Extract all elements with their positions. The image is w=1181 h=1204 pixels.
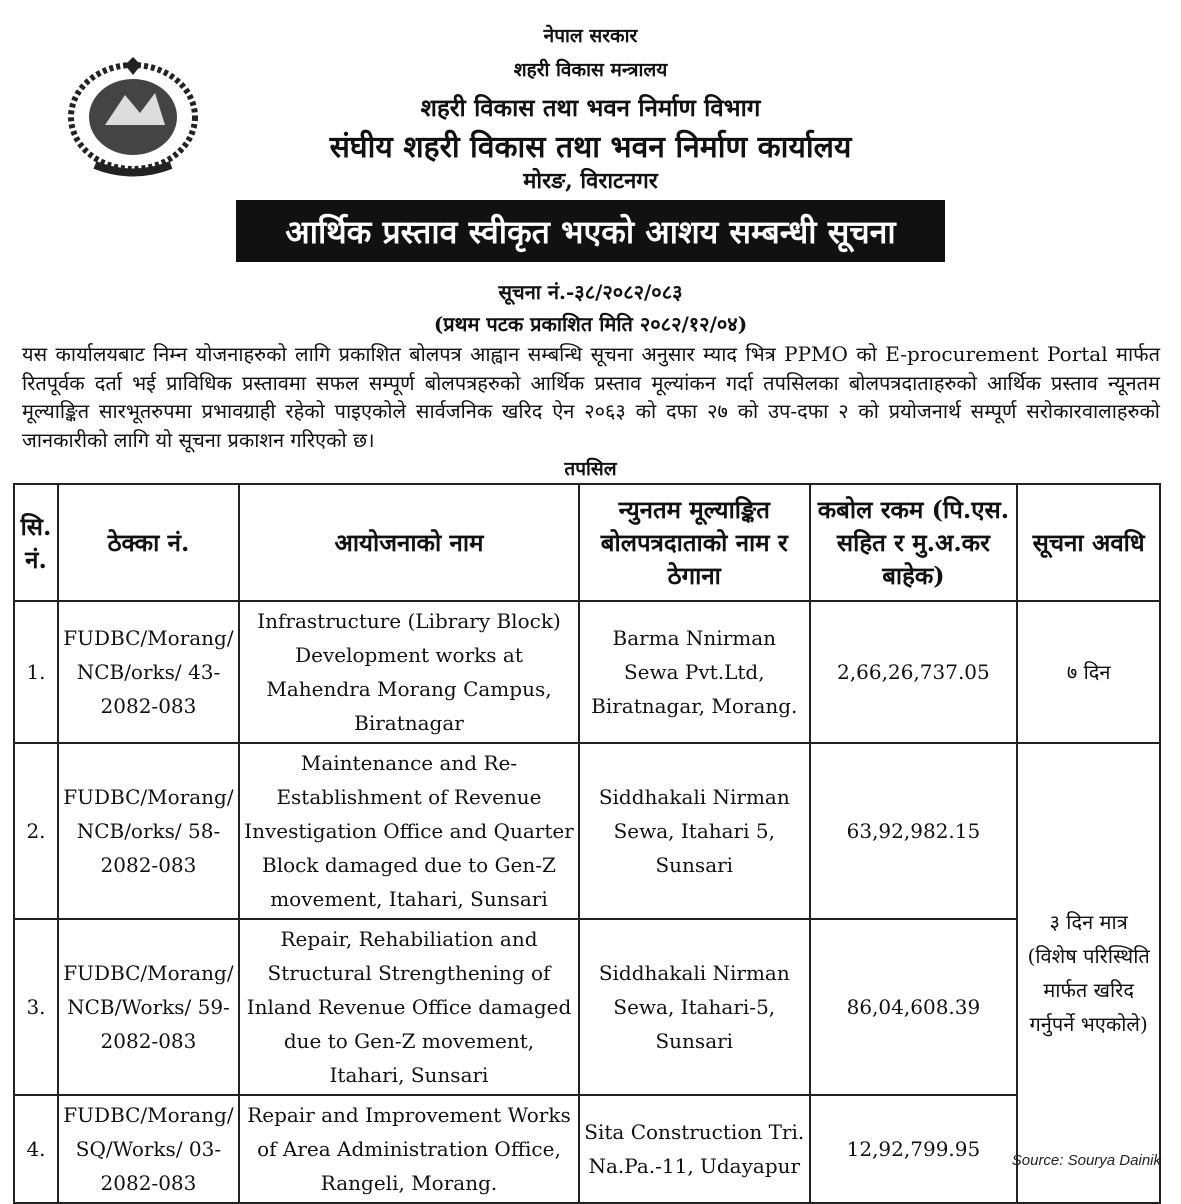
table-row [14,919,1160,1095]
notice-title: आर्थिक प्रस्ताव स्वीकृत भएको आशय सम्बन्धी सूचना [236,200,945,262]
govt-name: नेपाल सरकार [543,25,638,47]
cell-bidder: Barma Nnirman Sewa Pvt.Ltd, Biratnagar, Morang. [579,601,810,743]
cell-project: Maintenance and Re-Establishment of Revenue Investigation Office and Quarter Block damaged due to Gen-Z movement, Itahari, Sunsari [239,743,579,919]
cell-project: Infrastructure (Library Block) Development works at Mahendra Morang Campus, Biratnagar [239,601,579,743]
cell-amount: 12,92,799.95 [810,1095,1018,1203]
cell-period: ७ दिन [1017,601,1160,743]
cell-project: Repair, Rehabiliation and Structural Strengthening of Inland Revenue Office damaged due to Gen-Z movement, Itahari, Sunsari [239,919,579,1095]
cell-contract: FUDBC/Morang/ NCB/orks/ 43-2082-083 [58,601,239,743]
header-period: सूचना अवधि [1017,484,1160,601]
cell-amount: 2,66,26,737.05 [810,601,1018,743]
header-amount: कबोल रकम (पि.एस. सहित र मु.अ.कर बाहेक) [810,484,1018,601]
office-name: संघीय शहरी विकास तथा भवन निर्माण कार्यालय [329,130,852,165]
source-credit: Source: Sourya Dainik [1011,1152,1161,1169]
cell-project: Repair and Improvement Works of Area Administration Office, Rangeli, Morang. [239,1095,579,1203]
table-row [14,743,1160,919]
cell-bidder: Sita Construction Tri. Na.Pa.-11, Udayapur [579,1095,810,1203]
schedule-label: तपसिल [564,458,617,480]
cell-contract: FUDBC/Morang/ SQ/Works/ 03-2082-083 [58,1095,239,1203]
table-row [14,601,1160,743]
office-location: मोरङ, विराटनगर [523,168,658,194]
cell-sn: 3. [14,919,58,1095]
notice-body: यस कार्यालयबाट निम्न योजनाहरुको लागि प्रकाशित बोलपत्र आह्वान सम्बन्धि सूचना अनुसार म्याद भित्र PPMO को E-procurement Portal मार्फत रितपूर्वक दर्ता भई प्राविधिक प्रस्तावमा सफल सम्पूर्ण बोलपत्रहरुको आर्थिक प्रस्ताव मूल्यांकन गर्दा तपसिलका बोलपत्रदाताहरुको आर्थिक प्रस्ताव न्यूनतम मूल्याङ्कित सारभूतरुपमा प्रभावग्राही रहेको पाइएकोले सार्वजनिक खरिद ऐन २०६३ को दफा २७ को उप-दफा २ को प्रयोजनार्थ सम्पूर्ण सरोकारवालाहरुको जानकारीको लागि यो सूचना प्रकाशन गरिएको छ। [22,342,1160,452]
bid-table [13,483,1161,1204]
header-contract: ठेक्का नं. [58,484,239,601]
department-name: शहरी विकास तथा भवन निर्माण विभाग [420,93,761,122]
header-sn: सि. नं. [14,484,58,601]
notice-number: सूचना नं.-३८/२०८२/०८३ [498,280,683,304]
cell-bidder: Siddhakali Nirman Sewa, Itahari-5, Sunsari [579,919,810,1095]
table-row [14,1095,1160,1203]
cell-sn: 4. [14,1095,58,1203]
published-date: (प्रथम पटक प्रकाशित मिति २०८२/१२/०४) [433,312,748,336]
cell-period: ३ दिन मात्र (विशेष परिस्थिति मार्फत खरिद गर्नुपर्ने भएकोले) [1017,743,1160,1203]
cell-sn: 2. [14,743,58,919]
header-bidder: न्युनतम मूल्याङ्कित बोलपत्रदाताको नाम र ठेगाना [579,484,810,601]
cell-amount: 86,04,608.39 [810,919,1018,1095]
cell-amount: 63,92,982.15 [810,743,1018,919]
ministry-name: शहरी विकास मन्त्रालय [513,59,668,81]
table-header-row [14,484,1160,601]
cell-contract: FUDBC/Morang/ NCB/orks/ 58-2082-083 [58,743,239,919]
cell-sn: 1. [14,601,58,743]
cell-bidder: Siddhakali Nirman Sewa, Itahari 5, Sunsari [579,743,810,919]
header-project: आयोजनाको नाम [239,484,579,601]
cell-contract: FUDBC/Morang/ NCB/Works/ 59-2082-083 [58,919,239,1095]
